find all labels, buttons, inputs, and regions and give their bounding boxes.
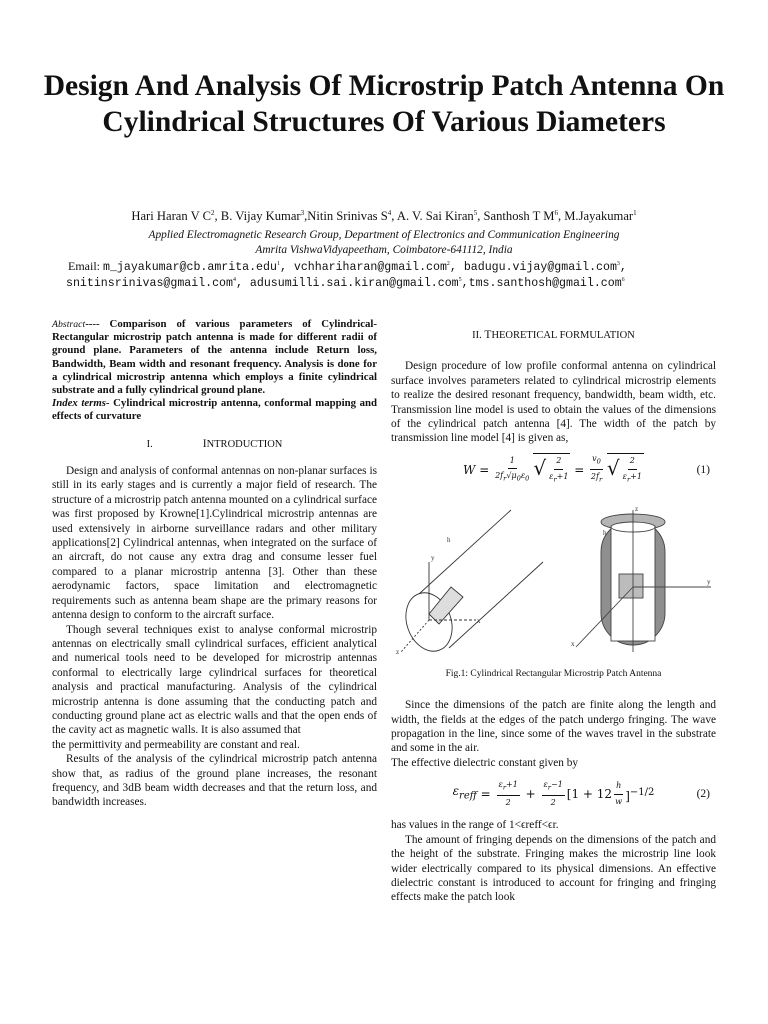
email-sup: 5 <box>458 277 462 283</box>
svg-text:x: x <box>571 639 575 648</box>
cylinder-3d-diagram <box>561 502 716 657</box>
author-name: Hari Haran V C <box>131 209 211 224</box>
svg-text:x: x <box>477 616 481 625</box>
left-column <box>52 318 377 810</box>
email-link[interactable]: snitinsrinivas@gmail.com <box>66 277 233 290</box>
paragraph: Design procedure of low profile conformal antenna on cylindrical surface involves parameters related to cylindrical microstrip elements to realize the desired resonant frequency, bandwidth, beam width, etc. Transmission line model is used to obtain the values of the dimensions of the cylindrical patch antenna [4]. The width of the patch by transmission line model [4] is given as, <box>391 360 716 445</box>
author-affil-sup: 4 <box>387 209 392 217</box>
paragraph: The amount of fringing depends on the dimensions of the patch and the height of the substrate. Fringing makes the microstrip line look wider electrically compared to its physical dimensions. An effective dielectric constant is introduced to account for fringing and fringing effects make the patch look <box>391 833 716 904</box>
section-heading-theory: II. THEORETICAL FORMULATION <box>472 329 635 341</box>
author-name: A. V. Sai Kiran <box>396 209 474 224</box>
email-link[interactable]: m_jayakumar@cb.amrita.edu <box>103 261 277 274</box>
author-name: Santhosh T M <box>483 209 555 224</box>
email-line-1: Email: m_jayakumar@cb.amrita.edu$^1$, vchhariharan@gmail.com$^2$, badugu.vijay@gmail.com$^3$, <box>68 259 627 274</box>
antenna-figure <box>391 502 716 657</box>
right-column <box>391 318 716 905</box>
email-line-2: snitinsrinivas@gmail.com$^4$, adusumilli.sai.kiran@gmail.com$^5$,tms.santhosh@gmail.com$^6$ <box>66 277 625 290</box>
index-terms-text: Cylindrical microstrip antenna, conformal mapping and effects of curvature <box>52 397 377 423</box>
equation-patch-width: W = $\frac{1}{2f_r√\mu_0\varepsilon_0}$ √ $\frac{2}{\varepsilon_r+1}$ = $\frac{v_0}{2f_r}$ √ $\frac{2}{\varepsilon_r+1}$ (1) <box>391 456 716 484</box>
figure-caption: Fig.1: Cylindrical Rectangular Microstrip Patch Antenna <box>445 668 662 679</box>
svg-text:z: z <box>635 504 639 513</box>
email-sup: 6 <box>621 277 625 283</box>
affiliation-line-2: Amrita VishwaVidyapeetham, Coimbatore-641112, India <box>255 244 513 256</box>
author-affil-sup: 5 <box>473 209 478 217</box>
abstract <box>52 318 377 397</box>
affiliation-line-1: Applied Electromagnetic Research Group, Department of Electronics and Communication Engineering <box>148 229 620 241</box>
equation-number: (1) <box>696 463 710 476</box>
paragraph: Since the dimensions of the patch are finite along the length and width, the fields at the edges of the patch undergo fringing. The wave propagation in the line, since some of the waves travel in the substrate and some in the air. <box>391 699 716 755</box>
author-separator: , <box>214 209 221 224</box>
svg-text:z: z <box>396 647 400 656</box>
author-name: Nitin Srinivas S <box>307 209 388 224</box>
paragraph: Design and analysis of conformal antennas on non-planar surfaces is still in its early stages and is currently a major field of research. The structure of a microstrip patch antenna mounted on a cylindrical surface was first proposed by Krowne[1].Cylindrical microstrip antennas are used extensively in airborne surveillance radars and other military applications[2] Cylindrical antennas, when integrated on the surface of an aircraft, do not cause any extra drag and consume lesser fuel compared to a planar microstrip antenna [3]. Other than these aerodynamic factors, space limitation and electromagnetic requirements such as antenna beam shape are the primary reasons for antenna design to conform to the aircraft surface. <box>52 465 377 622</box>
paper-title: Design And Analysis Of Microstrip Patch Antenna On Cylindrical Structures Of Various Diameters <box>43 70 725 138</box>
svg-text:y: y <box>707 577 711 586</box>
email-link[interactable]: tms.santhosh@gmail.com <box>468 277 622 290</box>
author-affil-sup: 3 <box>300 209 305 217</box>
email-sup: 4 <box>232 277 236 283</box>
email-sup: 1 <box>276 261 280 267</box>
section-number: II. <box>472 330 482 341</box>
email-link[interactable]: badugu.vijay@gmail.com <box>463 261 617 274</box>
author-list <box>20 209 748 224</box>
author-affil-sup: 6 <box>554 209 558 217</box>
author-separator: , <box>557 209 565 224</box>
author-separator: , <box>391 209 397 224</box>
email-link[interactable]: vchhariharan@gmail.com <box>293 261 447 274</box>
paragraph: has values in the range of 1<ϵreff<ϵr. <box>391 819 559 832</box>
email-link[interactable]: adusumilli.sai.kiran@gmail.com <box>249 277 459 290</box>
abstract-text: ---- Comparison of various parameters of Cylindrical-Rectangular microstrip patch antenna is made for different radii of ground plane. Parameters of the antenna include Return loss, Bandwidth, Beam width and resonant frequency. Analysis is done for a cylindrical microstrip antenna which employs a finite cylindrical substrate and a fully cylindrical ground plane. <box>52 318 377 397</box>
paragraph: Though several techniques exist to analyse conformal microstrip antennas on electrically small cylindrical surfaces, efficient analytical and numerical tools need to be developed for microstrip antennas conformal to electrically large cylindrical surfaces for theoretical analysis and practical manufacturing. Analysis of the cylindrical microstrip antenna is done assuming that the conducting patch and conducting ground plane act as electric walls and that the open ends of the cavity act as magnetic walls. It is also assumed that <box>52 623 377 737</box>
email-sup: 2 <box>446 261 450 267</box>
email-label: Email: <box>68 259 100 273</box>
paragraph: Results of the analysis of the cylindrical microstrip patch antenna show that, as radius of the ground plane increases, the resonant frequency, and 3dB beam width decreases and that the return loss, and bandwidth increases. <box>52 753 377 809</box>
abstract-lead: Abstract <box>52 319 86 330</box>
svg-text:h: h <box>603 528 607 537</box>
author-name: M.Jayakumar <box>564 209 634 224</box>
author-separator: , <box>477 209 484 224</box>
paragraph: The effective dielectric constant given by <box>391 756 579 769</box>
author-name: B. Vijay Kumar <box>220 209 301 224</box>
cylinder-side-view-diagram <box>391 502 551 657</box>
equation-effective-dielectric: $\varepsilon_{reff}$ = $\frac{\varepsilon_r+1}{2}$ + $\frac{\varepsilon_r-1}{2}$ [1 + 12 $\frac{h}{w}$ ]$^{-1/2}$ (2) <box>452 780 710 808</box>
index-terms-lead: Index terms- <box>52 397 110 410</box>
author-affil-sup: 1 <box>633 209 637 217</box>
equation-number: (2) <box>696 788 710 801</box>
svg-text:y: y <box>431 553 435 562</box>
author-affil-sup: 2 <box>211 209 215 217</box>
email-sup: 3 <box>616 261 620 267</box>
svg-text:h: h <box>447 535 451 544</box>
section-number: I. <box>146 438 153 450</box>
section-heading-introduction: I. INTRODUCTION <box>146 437 283 450</box>
paragraph: the permittivity and permeability are constant and real. <box>52 738 300 751</box>
author-separator: , <box>304 209 308 224</box>
index-terms <box>52 397 377 423</box>
